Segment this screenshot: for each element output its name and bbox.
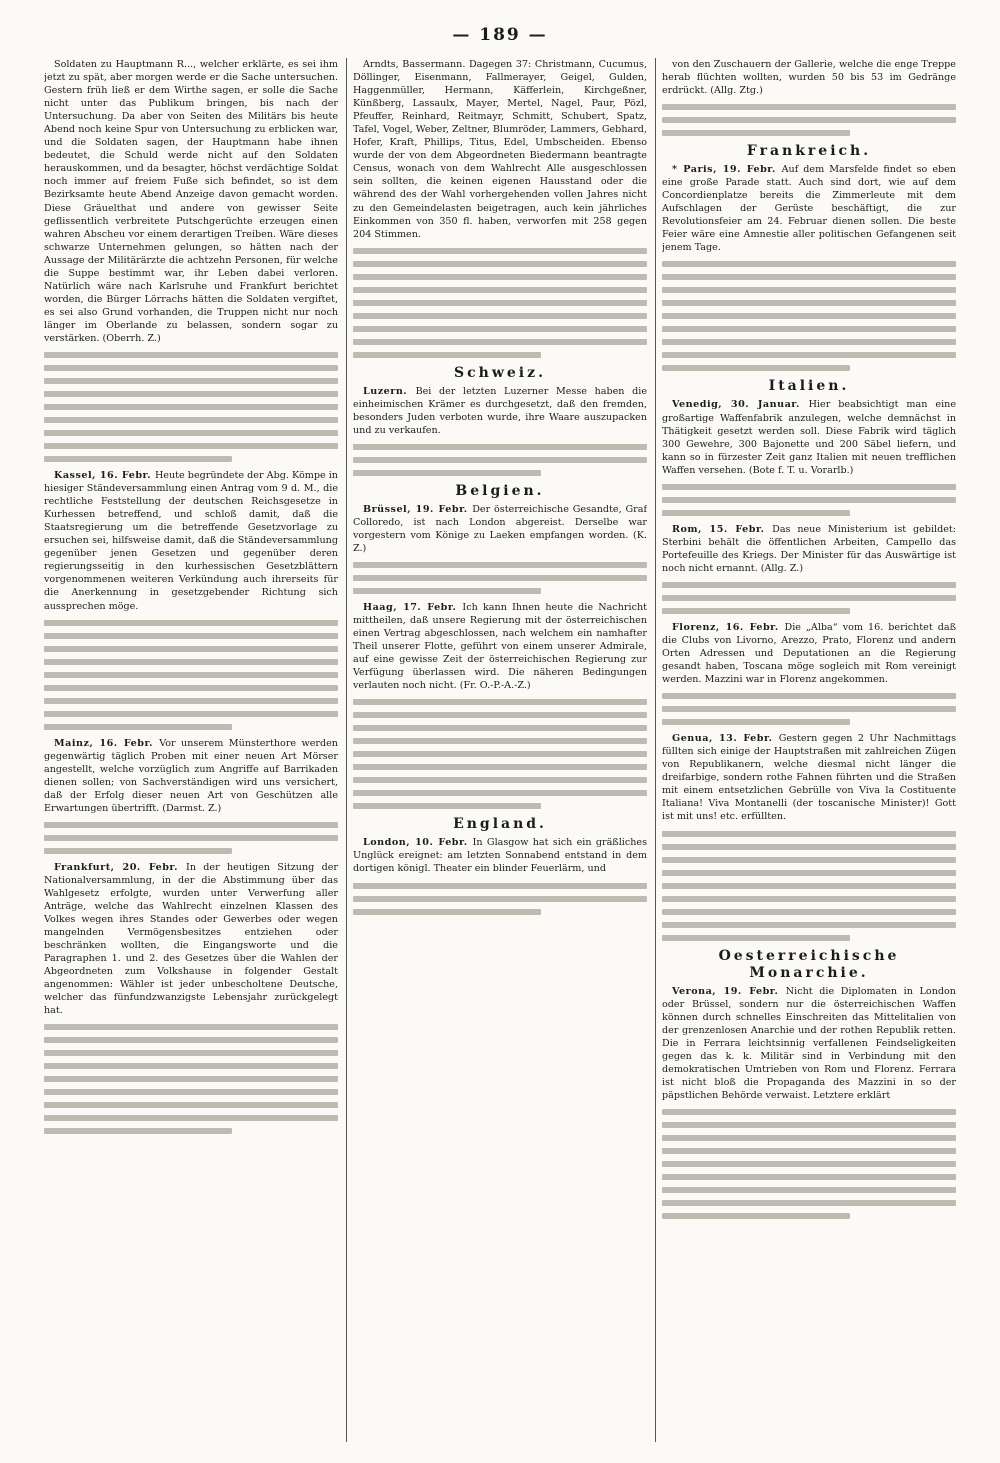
article-paragraph: [353, 385, 647, 437]
text-line-placeholder: [44, 659, 338, 665]
newspaper-page: [44, 22, 956, 1442]
text-line-placeholder: [44, 1063, 338, 1069]
text-block-placeholder: [662, 1109, 956, 1219]
text-line-placeholder: [44, 1102, 338, 1108]
section-heading: England.: [453, 816, 547, 833]
text-line-placeholder: [44, 365, 338, 371]
text-line-placeholder: [44, 417, 338, 423]
text-line-placeholder: [44, 646, 338, 652]
dateline: Rom, 15. Febr.: [672, 523, 773, 535]
text-block-placeholder: [662, 693, 956, 725]
dateline: Kassel, 16. Febr.: [54, 470, 155, 482]
text-block-placeholder: [353, 699, 647, 809]
column-2: [353, 58, 647, 1442]
article-paragraph: [44, 737, 338, 815]
text-line-placeholder: [44, 456, 232, 462]
text-line-placeholder: [353, 274, 647, 280]
article-text: Gestern gegen 2 Uhr Nachmittags füllten sich einige der Hauptstraßen mit zahlreichen Zügen von Republikanern, welche diesmal nicht länger die dreifarbige, sondern rothe Fahnen führten und die Straßen mit einem entsetzlichen Gebrülle von Viva la Costituente Italiana! Viva Montanelli (der toscanische Minister)! Gott ist mit uns! etc. erfüllten.: [662, 733, 956, 823]
text-line-placeholder: [44, 633, 338, 639]
dateline: London, 10. Febr.: [363, 837, 473, 849]
section-heading: Schweiz.: [454, 364, 546, 381]
text-line-placeholder: [44, 848, 232, 854]
dateline: Haag, 17. Febr.: [363, 602, 463, 614]
text-block-placeholder: [44, 620, 338, 730]
article-text: Bei der letzten Luzerner Messe haben die einheimischen Krämer es durchgesetzt, daß den fremden, besonders Juden verboten wurde, ihre Waare auszupacken und zu verkaufen.: [353, 385, 647, 436]
text-line-placeholder: [662, 1187, 956, 1193]
text-line-placeholder: [662, 484, 956, 490]
article-paragraph: [44, 861, 338, 1018]
text-line-placeholder: [662, 1200, 956, 1206]
article-paragraph: [353, 503, 647, 555]
dateline: Florenz, 16. Febr.: [672, 621, 785, 633]
text-line-placeholder: [353, 326, 647, 332]
text-line-placeholder: [44, 672, 338, 678]
text-line-placeholder: [353, 777, 647, 783]
text-line-placeholder: [662, 274, 956, 280]
text-line-placeholder: [353, 457, 647, 463]
column-rule: [346, 58, 347, 1442]
text-line-placeholder: [353, 248, 647, 254]
dateline: Venedig, 30. Januar.: [672, 399, 809, 411]
article-text: Ich kann Ihnen heute die Nachricht mittheilen, daß unsere Regierung mit der österreichischen einen Vertrag abgeschlossen, nach welchem ein namhafter Theil unserer Flotte, geführt von einem unserer Admirale, auf eine gewisse Zeit der österreichischen Regierung zur Verfügung überlassen wird. Die näheren Bedingungen verlauten noch nicht. (Fr. O.-P.-A.-Z.): [353, 602, 647, 692]
text-line-placeholder: [44, 620, 338, 626]
text-line-placeholder: [662, 300, 956, 306]
text-line-placeholder: [353, 712, 647, 718]
article-paragraph: [44, 58, 338, 345]
text-line-placeholder: [353, 896, 647, 902]
text-line-placeholder: [44, 1024, 338, 1030]
text-line-placeholder: [662, 693, 956, 699]
section-heading: Belgien.: [455, 482, 545, 499]
article-text: In Glasgow hat sich ein gräßliches Unglück ereignet: am letzten Sonnabend entstand in dem dortigen königl. Theater ein blinder Feuerlärm, und: [353, 837, 647, 875]
text-line-placeholder: [662, 896, 956, 902]
text-line-placeholder: [662, 582, 956, 588]
page-number: — 189 —: [452, 25, 548, 45]
text-line-placeholder: [353, 562, 647, 568]
text-line-placeholder: [353, 738, 647, 744]
article-text: Das neue Ministerium ist gebildet: Sterbini behält die öffentlichen Arbeiten, Campello das Portefeuille des Kriegs. Der Minister für das Auswärtige ist noch nicht ernannt. (Allg. Z.): [662, 523, 956, 574]
section-heading: Frankreich.: [746, 143, 872, 160]
text-line-placeholder: [662, 831, 956, 837]
article-text: Vor unserem Münsterthore werden gegenwärtig täglich Proben mit einer neuen Art Mörser angestellt, welche vorzüglich zum Angriffe auf Barrikaden dienen sollen; von Sachverständigen wird uns versichert, daß der Erfolg dieser neuen Art von Geschützen alle Erwartungen übertrifft. (Darmst. Z.): [44, 737, 338, 814]
text-line-placeholder: [44, 1128, 232, 1134]
text-line-placeholder: [353, 300, 647, 306]
text-block-placeholder: [353, 248, 647, 358]
text-line-placeholder: [353, 909, 541, 915]
text-line-placeholder: [662, 883, 956, 889]
text-block-placeholder: [44, 352, 338, 462]
text-line-placeholder: [353, 261, 647, 267]
text-line-placeholder: [662, 1174, 956, 1180]
text-line-placeholder: [353, 699, 647, 705]
text-line-placeholder: [662, 1148, 956, 1154]
article-paragraph: [662, 523, 956, 575]
dateline: Frankfurt, 20. Febr.: [54, 861, 187, 873]
text-block-placeholder: [353, 444, 647, 476]
text-line-placeholder: [353, 751, 647, 757]
text-line-placeholder: [662, 719, 850, 725]
text-line-placeholder: [353, 588, 541, 594]
text-block-placeholder: [662, 582, 956, 614]
text-line-placeholder: [353, 803, 541, 809]
text-line-placeholder: [662, 870, 956, 876]
text-line-placeholder: [353, 444, 647, 450]
dateline: Mainz, 16. Febr.: [54, 737, 160, 749]
text-line-placeholder: [662, 1213, 850, 1219]
text-line-placeholder: [662, 287, 956, 293]
text-line-placeholder: [662, 909, 956, 915]
dateline: Verona, 19. Febr.: [672, 985, 786, 997]
article-text: Arndts, Bassermann. Dagegen 37: Christmann, Cucumus, Döllinger, Eisenmann, Fallmerayer, Geigel, Gulden, Haggenmüller, Hermann, Käfferlein, Kirchgeßner, Künßberg, Lassaulx, Mayer, Mertel, Nagel, Paur, Pözl, Pfeuffer, Reinhard, Reitmayr, Schmitt, Schubert, Spatz, Tafel, Vogel, Weber, Zeltner, Blumröder, Lammers, Gebhard, Hofer, Kraft, Phillips, Titus, Edel, Umbscheiden. Ebenso wurde der von dem Abgeordneten Biedermann beantragte Census, wonach von dem Wahlrecht Alle ausgeschlossen sein sollten, die keinen eigenen Hausstand oder die während des der Wahl vorhergehenden vollen Jahres nicht zu den Gemeindelasten beigetragen, auch kein jährliches Einkommen von 350 fl. haben, verworfen mit 258 gegen 204 Stimmen.: [353, 59, 647, 240]
text-line-placeholder: [44, 1050, 338, 1056]
text-block-placeholder: [662, 484, 956, 516]
text-line-placeholder: [44, 430, 338, 436]
text-line-placeholder: [662, 1135, 956, 1141]
text-line-placeholder: [662, 352, 956, 358]
article-text: Der österreichische Gesandte, Graf Colloredo, ist nach London abgereist. Derselbe war vorgestern vom Könige zu Laeken empfangen worden. (K. Z.): [353, 503, 647, 554]
dateline: * Paris, 19. Febr.: [672, 164, 782, 176]
text-line-placeholder: [662, 130, 850, 136]
text-line-placeholder: [44, 685, 338, 691]
text-line-placeholder: [44, 822, 338, 828]
text-line-placeholder: [353, 883, 647, 889]
article-text: Heute begründete der Abg. Kömpe in hiesiger Ständeversammlung einen Antrag vom 9 d. M., die rechtliche Feststellung der deutschen Reichsgesetze in Kurhessen betreffend, und schloß damit, daß die Staatsregierung um die betreffende Gesetzvorlage zu ersuchen sei, hilfsweise damit, daß die Ständeversammlung gegenüber jenen Gesetzen und gegenüber deren regierungsseitig in den kurhessischen Gesetzblättern vorgenommenen weiteren Verkündung auch ihrerseits für die Anerkennung in gesetzgebender Richtung sich aussprechen möge.: [44, 470, 338, 612]
text-line-placeholder: [662, 608, 850, 614]
article-text: Die „Alba“ vom 16. berichtet daß die Clubs von Livorno, Arezzo, Prato, Florenz und andern Orten Adressen und Deputationen an die Regierung gesandt haben, Toscana möge sogleich mit Rom vereinigt werden. Mazzini war in Florenz angekommen.: [662, 621, 956, 686]
text-line-placeholder: [662, 104, 956, 110]
text-line-placeholder: [44, 698, 338, 704]
article-paragraph: [353, 601, 647, 692]
text-line-placeholder: [44, 443, 338, 449]
text-block-placeholder: [662, 104, 956, 136]
text-line-placeholder: [353, 764, 647, 770]
text-line-placeholder: [662, 497, 956, 503]
article-paragraph: [353, 836, 647, 875]
text-line-placeholder: [44, 1115, 338, 1121]
text-line-placeholder: [44, 352, 338, 358]
text-line-placeholder: [353, 287, 647, 293]
dateline: Luzern.: [363, 385, 416, 397]
article-paragraph: [662, 398, 956, 476]
text-line-placeholder: [662, 261, 956, 267]
dateline: Brüssel, 19. Febr.: [363, 503, 473, 515]
text-line-placeholder: [44, 1037, 338, 1043]
text-line-placeholder: [44, 404, 338, 410]
text-line-placeholder: [353, 470, 541, 476]
column-rule: [655, 58, 656, 1442]
text-line-placeholder: [662, 595, 956, 601]
text-line-placeholder: [44, 1076, 338, 1082]
text-block-placeholder: [662, 261, 956, 371]
article-paragraph: [662, 732, 956, 823]
article-paragraph: [662, 985, 956, 1102]
dateline: Genua, 13. Febr.: [672, 733, 779, 745]
text-line-placeholder: [44, 378, 338, 384]
article-text: Soldaten zu Hauptmann R..., welcher erklärte, es sei ihm jetzt zu spät, aber morgen werde er die Sache untersuchen. Gestern früh ließ er dem Wirthe sagen, er solle die Sache nicht unter das Publikum bringen, bis nach der Untersuchung. Da aber von Seiten des Militärs bis heute Abend noch keine Spur von Untersuchung zu erblicken war, und die Soldaten sagen, der Hauptmann habe ihnen bedeutet, die Schuld werde nicht auf den Soldaten herauskommen, und da besagter, höchst verdächtige Soldat noch immer auf freiem Fuße sich befindet, so ist dem Bezirksamte heute Abend Anzeige davon gemacht worden. Diese Gräuelthat und andere von gewisser Seite geflissentlich verbreitete Putschgerüchte erzeugen einen wahren Abscheu vor einem derartigen Treiben. Wäre dieses schwarze Unternehmen gelungen, so hätten nach der Aussage der Militärärzte die achtzehn Personen, für welche die Suppe bestimmt war, ihr Leben dabei verloren. Natürlich wäre nach Karlsruhe und Frankfurt berichtet worden, die Bürger Lörrachs hätten die Soldaten vergiftet, es sei also Grund vorhanden, die Truppen nicht nur noch länger im Oberlande zu belassen, sondern sogar zu verstärken. (Oberrh. Z.): [44, 59, 338, 344]
text-line-placeholder: [662, 935, 850, 941]
article-text: Hier beabsichtigt man eine großartige Waffenfabrik anzulegen, welche demnächst in Thätigkeit gesetzt werden soll. Diese Fabrik wird täglich 300 Gewehre, 300 Bajonette und 200 Säbel liefern, und kann so in fürzester Zeit ganz Italien mit neuen trefflichen Waffen versehen. (Bote f. T. u. Vorarlb.): [662, 399, 956, 476]
text-line-placeholder: [353, 339, 647, 345]
column-1: [44, 58, 338, 1442]
text-line-placeholder: [662, 339, 956, 345]
column-3: [662, 58, 956, 1442]
columns: [44, 58, 956, 1442]
text-line-placeholder: [353, 790, 647, 796]
text-line-placeholder: [662, 1109, 956, 1115]
text-line-placeholder: [44, 711, 338, 717]
text-line-placeholder: [44, 1089, 338, 1095]
article-text: von den Zuschauern der Gallerie, welche die enge Treppe herab flüchten wollten, wurden 50 bis 53 im Gedränge erdrückt. (Allg. Ztg.): [662, 59, 956, 97]
text-line-placeholder: [353, 313, 647, 319]
text-line-placeholder: [662, 857, 956, 863]
article-paragraph: [662, 621, 956, 686]
article-text: Auf dem Marsfelde findet so eben eine große Parade statt. Auch sind dort, wie auf dem Concordienplatze bereits die Zimmerleute mit dem Aufschlagen der Gerüste beschäftigt, die zur Revolutionsfeier am 24. Februar dienen sollen. Die beste Feier wäre eine Amnestie aller politischen Gefangenen seit jenem Tage.: [662, 164, 956, 254]
text-line-placeholder: [353, 575, 647, 581]
article-paragraph: [353, 58, 647, 241]
text-line-placeholder: [662, 1122, 956, 1128]
text-line-placeholder: [44, 835, 338, 841]
article-text: In der heutigen Sitzung der Nationalversammlung, in der die Abstimmung über das Wahlgesetz erfolgte, wurden unter Verwerfung aller Anträge, welche das Wahlrecht einzelnen Klassen des Volkes wegen ihres Standes oder Gewerbes oder wegen mangelnden Vermögensbesitzes entziehen oder beschränken wollten, die Eingangsworte und die Paragraphen 1. und 2. des Gesetzes über die Wahlen der Abgeordneten zum Volkshause in folgender Gestalt angenommen: Wähler ist jeder unbescholtene Deutsche, welcher das fünfundzwanzigste Lebensjahr zurückgelegt hat.: [44, 861, 338, 1017]
section-heading: Oesterreichische Monarchie.: [718, 947, 900, 981]
article-paragraph: [44, 469, 338, 613]
text-line-placeholder: [44, 724, 232, 730]
text-line-placeholder: [662, 326, 956, 332]
text-line-placeholder: [662, 706, 956, 712]
text-line-placeholder: [662, 117, 956, 123]
text-line-placeholder: [662, 1161, 956, 1167]
text-line-placeholder: [662, 365, 850, 371]
article-text: Nicht die Diplomaten in London oder Brüssel, sondern nur die österreichischen Waffen können durch schnelles Einschreiten das Mittelitalien von der grenzenlosen Anarchie und der rothen Republik retten. Die in Ferrara leichtsinnig verfallenen Feindseligkeiten gegen das k. k. Militär sind in Verbindung mit den demokratischen Umtrieben von Rom und Florenz. Ferrara ist nicht bloß die Propaganda des Mazzini in so der päpstlichen Behörde verwaist. Letztere erklärt: [662, 985, 956, 1101]
text-block-placeholder: [353, 883, 647, 915]
article-paragraph: [662, 58, 956, 97]
text-line-placeholder: [353, 352, 541, 358]
text-line-placeholder: [662, 922, 956, 928]
text-block-placeholder: [44, 822, 338, 854]
text-line-placeholder: [662, 313, 956, 319]
text-block-placeholder: [662, 831, 956, 941]
text-line-placeholder: [353, 725, 647, 731]
text-block-placeholder: [44, 1024, 338, 1134]
article-paragraph: [662, 163, 956, 254]
text-line-placeholder: [44, 391, 338, 397]
section-heading: Italien.: [768, 378, 850, 395]
text-block-placeholder: [353, 562, 647, 594]
text-line-placeholder: [662, 510, 850, 516]
text-line-placeholder: [662, 844, 956, 850]
